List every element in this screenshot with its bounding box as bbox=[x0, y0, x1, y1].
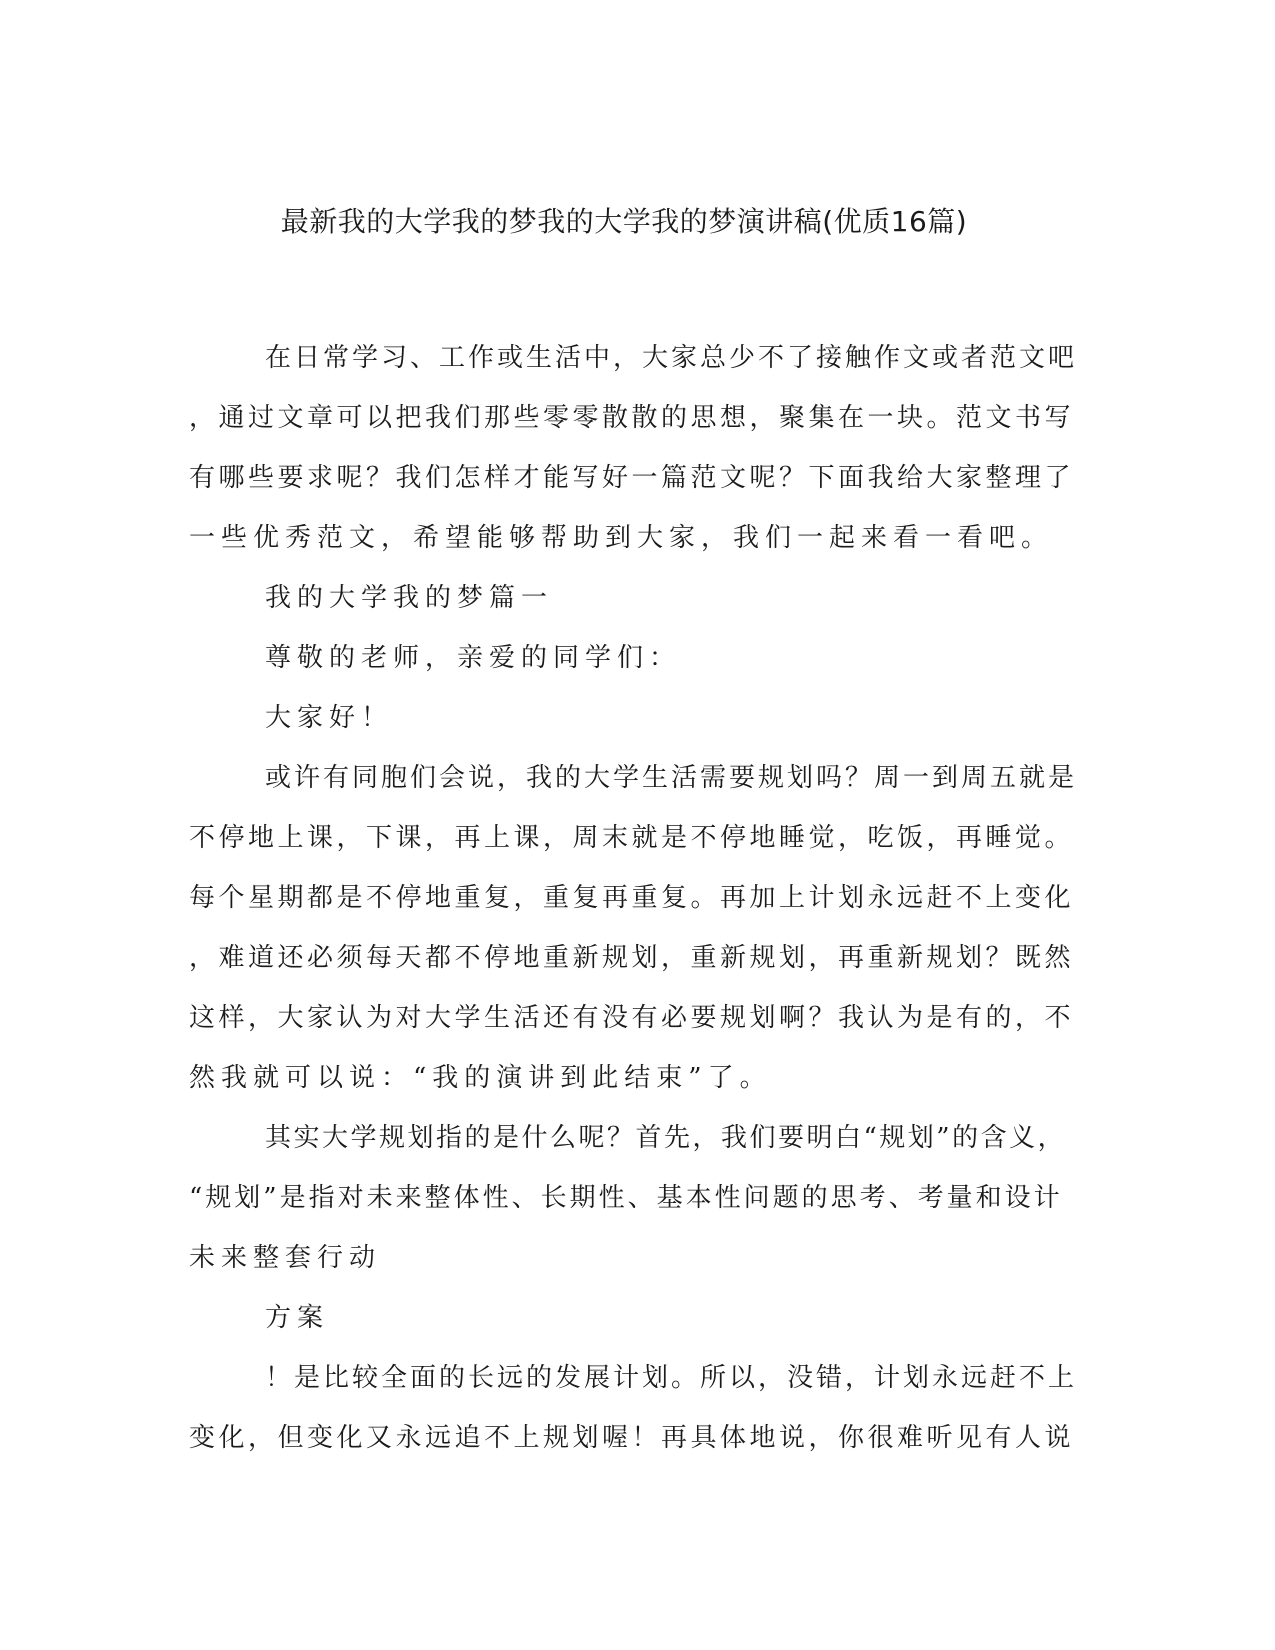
text-line: “规划”是指对未来整体性、长期性、基本性问题的思考、考量和设计 bbox=[189, 1183, 1063, 1213]
text-line: 然我就可以说：“我的演讲到此结束”了。 bbox=[189, 1063, 772, 1093]
text-line: 或许有同胞们会说，我的大学生活需要规划吗？周一到周五就是 bbox=[265, 763, 1078, 793]
document-body bbox=[189, 328, 1077, 1468]
text-line: 不停地上课，下课，再上课，周末就是不停地睡觉，吃饭，再睡觉。 bbox=[189, 823, 1075, 853]
document-title: 最新我的大学我的梦我的大学我的梦演讲稿(优质16篇) bbox=[280, 205, 968, 238]
text-line: 变化，但变化又永远追不上规划喔！再具体地说，你很难听见有人说 bbox=[189, 1423, 1075, 1453]
text-line: 其实大学规划指的是什么呢？首先，我们要明白“规划”的含义， bbox=[265, 1123, 1067, 1153]
text-line: 有哪些要求呢？我们怎样才能写好一篇范文呢？下面我给大家整理了 bbox=[189, 463, 1075, 493]
text-line: 每个星期都是不停地重复，重复再重复。再加上计划永远赶不上变化 bbox=[189, 883, 1075, 913]
text-line: 这样，大家认为对大学生活还有没有必要规划啊？我认为是有的，不 bbox=[189, 1003, 1075, 1033]
text-line: ，难道还必须每天都不停地重新规划，重新规划，再重新规划？既然 bbox=[189, 943, 1075, 973]
text-line: 尊敬的老师，亲爱的同学们： bbox=[265, 643, 682, 673]
text-line: 在日常学习、工作或生活中，大家总少不了接触作文或者范文吧 bbox=[265, 343, 1078, 373]
text-line: ！是比较全面的长远的发展计划。所以，没错，计划永远赶不上 bbox=[265, 1363, 1078, 1393]
text-line: 我的大学我的梦篇一 bbox=[265, 583, 554, 613]
text-line: 一些优秀范文，希望能够帮助到大家，我们一起来看一看吧。 bbox=[189, 523, 1054, 553]
text-line: 大家好！ bbox=[265, 703, 394, 733]
text-line: 未来整套行动 bbox=[189, 1243, 382, 1273]
text-line: 方案 bbox=[265, 1303, 330, 1333]
text-line: ，通过文章可以把我们那些零零散散的思想，聚集在一块。范文书写 bbox=[189, 403, 1075, 433]
